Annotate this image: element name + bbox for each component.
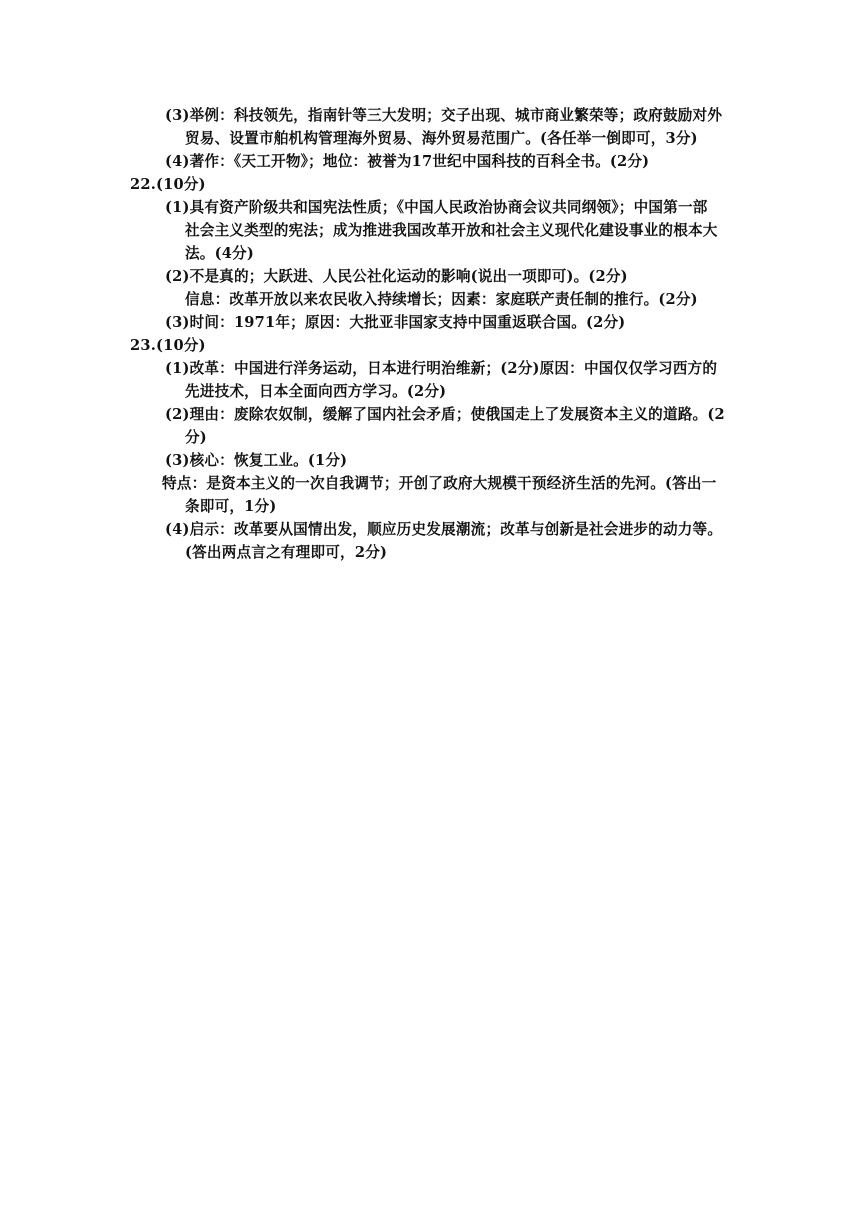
answer-23-2-line-1: (2)理由：废除农奴制，缓解了国内社会矛盾；使俄国走上了发展资本主义的道路。(2 — [165, 406, 725, 423]
answer-23-3-feature-line-2: 条即可，1分) — [185, 498, 277, 515]
answer-21-3-line-1: (3)举例：科技领先，指南针等三大发明；交子出现、城市商业繁荣等；政府鼓励对外 — [165, 107, 723, 124]
answer-22-1-line-1: (1)具有资产阶级共和国宪法性质；《中国人民政治协商会议共同纲领》；中国第一部 — [165, 199, 708, 216]
answer-23-1-line-2: 先进技术，日本全面向西方学习。(2分) — [185, 383, 447, 400]
answer-23-4-line-2: (答出两点言之有理即可，2分) — [185, 544, 388, 561]
answer-22-3: (3)时间：1971年；原因：大批亚非国家支持中国重返联合国。(2分) — [165, 314, 626, 331]
answer-21-4: (4)著作：《天工开物》；地位：被誉为17世纪中国科技的百科全书。(2分) — [165, 153, 650, 170]
question-23-header: 23.(10分) — [130, 337, 206, 354]
answer-21-3-line-2: 贸易、设置市舶机构管理海外贸易、海外贸易范围广。(各任举一倒即可，3分) — [185, 130, 698, 147]
answer-22-2-info: 信息：改革开放以来农民收入持续增长；因素：家庭联产责任制的推行。(2分) — [185, 291, 698, 308]
answer-22-1-line-3: 法。(4分) — [185, 245, 254, 262]
answer-22-2: (2)不是真的；大跃进、人民公社化运动的影响(说出一项即可)。(2分) — [165, 268, 628, 285]
answer-23-2-line-2: 分) — [185, 429, 207, 446]
answer-23-3: (3)核心：恢复工业。(1分) — [165, 452, 348, 469]
answer-23-4-line-1: (4)启示：改革要从国情出发，顺应历史发展潮流；改革与创新是社会进步的动力等。 — [165, 521, 723, 538]
answer-22-1-line-2: 社会主义类型的宪法；成为推进我国改革开放和社会主义现代化建设事业的根本大 — [185, 222, 718, 239]
answer-23-3-feature-line-1: 特点：是资本主义的一次自我调节；开创了政府大规模干预经济生活的先河。(答出一 — [162, 475, 717, 492]
question-22-header: 22.(10分) — [130, 176, 206, 193]
answer-23-1-line-1: (1)改革：中国进行洋务运动，日本进行明治维新；(2分)原因：中国仅仅学习西方的 — [165, 360, 718, 377]
